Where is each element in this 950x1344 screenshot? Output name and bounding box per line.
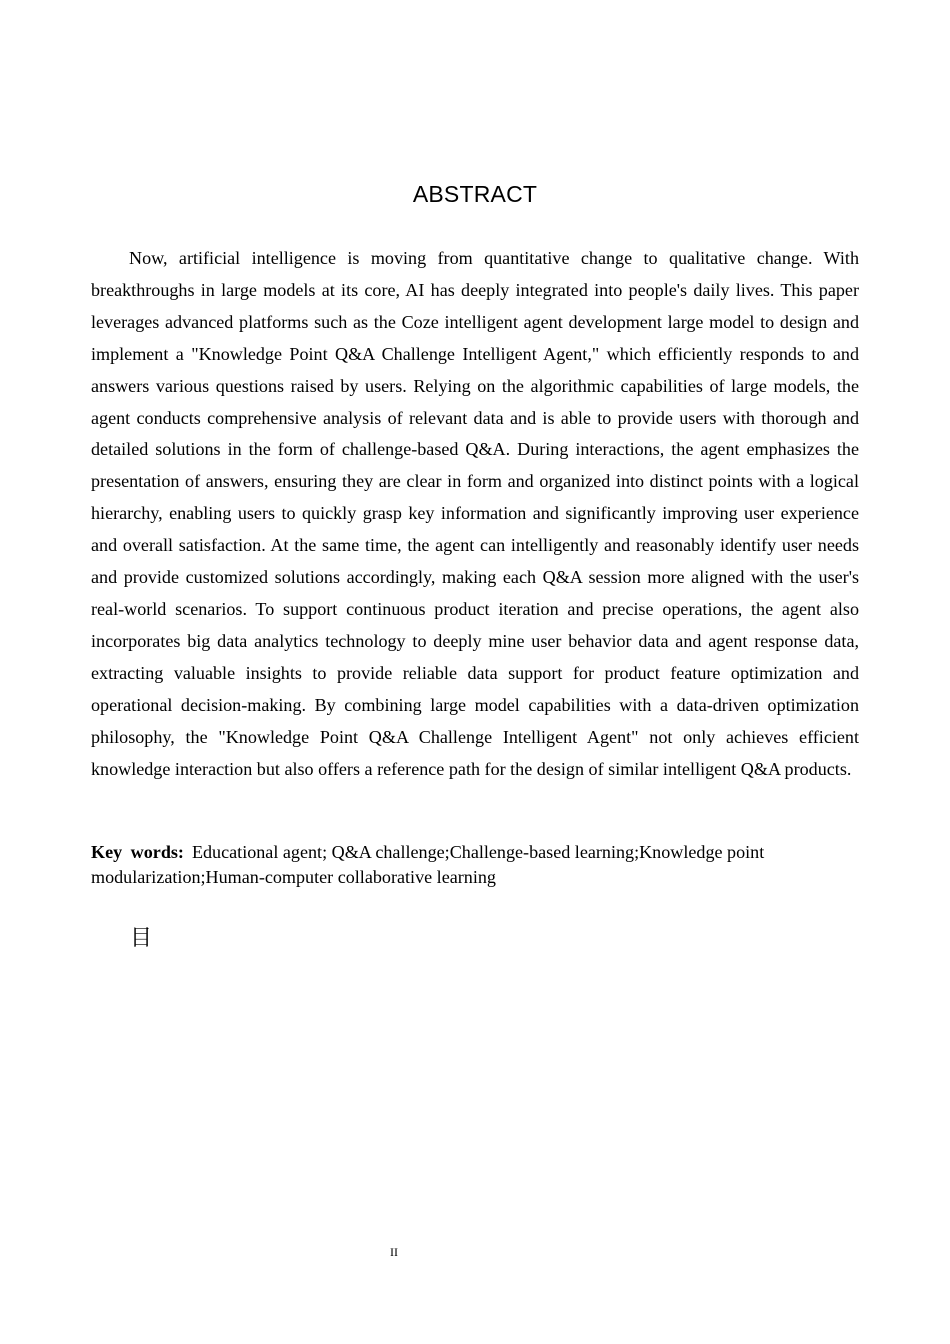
abstract-title: ABSTRACT [412, 181, 538, 207]
keywords-section [91, 840, 859, 890]
page-number: II [390, 1245, 398, 1259]
toc-heading: 目 [130, 926, 153, 951]
keywords-label: Key words: [91, 842, 184, 862]
keywords-text: Educational agent; Q&A challenge;Challenge-based learning;Knowledge point modularization;Human-computer collaborative learning [91, 842, 765, 887]
abstract-body: Now, artificial intelligence is moving from quantitative change to qualitative change. With breakthroughs in large models at its core, AI has deeply integrated into people's daily lives. This paper leverages advanced platforms such as the Coze intelligent agent development large model to design and implement a "Knowledge Point Q&A Challenge Intelligent Agent," which efficiently responds to and answers various questions raised by users. Relying on the algorithmic capabilities of large models, the agent conducts comprehensive analysis of relevant data and is able to provide users with thorough and detailed solutions in the form of challenge-based Q&A. During interactions, the agent emphasizes the presentation of answers, ensuring they are clear in form and organized into distinct points with a logical hierarchy, enabling users to quickly grasp key information and significantly improving user experience and overall satisfaction. At the same time, the agent can intelligently and reasonably identify user needs and provide customized solutions accordingly, making each Q&A session more aligned with the user's real-world scenarios. To support continuous product iteration and precise operations, the agent also incorporates big data analytics technology to deeply mine user behavior data and agent response data, extracting valuable insights to provide reliable data support for product feature optimization and operational decision-making. By combining large model capabilities with a data-driven optimization philosophy, the "Knowledge Point Q&A Challenge Intelligent Agent" not only achieves efficient knowledge interaction but also offers a reference path for the design of similar intelligent Q&A products. [91, 248, 859, 779]
